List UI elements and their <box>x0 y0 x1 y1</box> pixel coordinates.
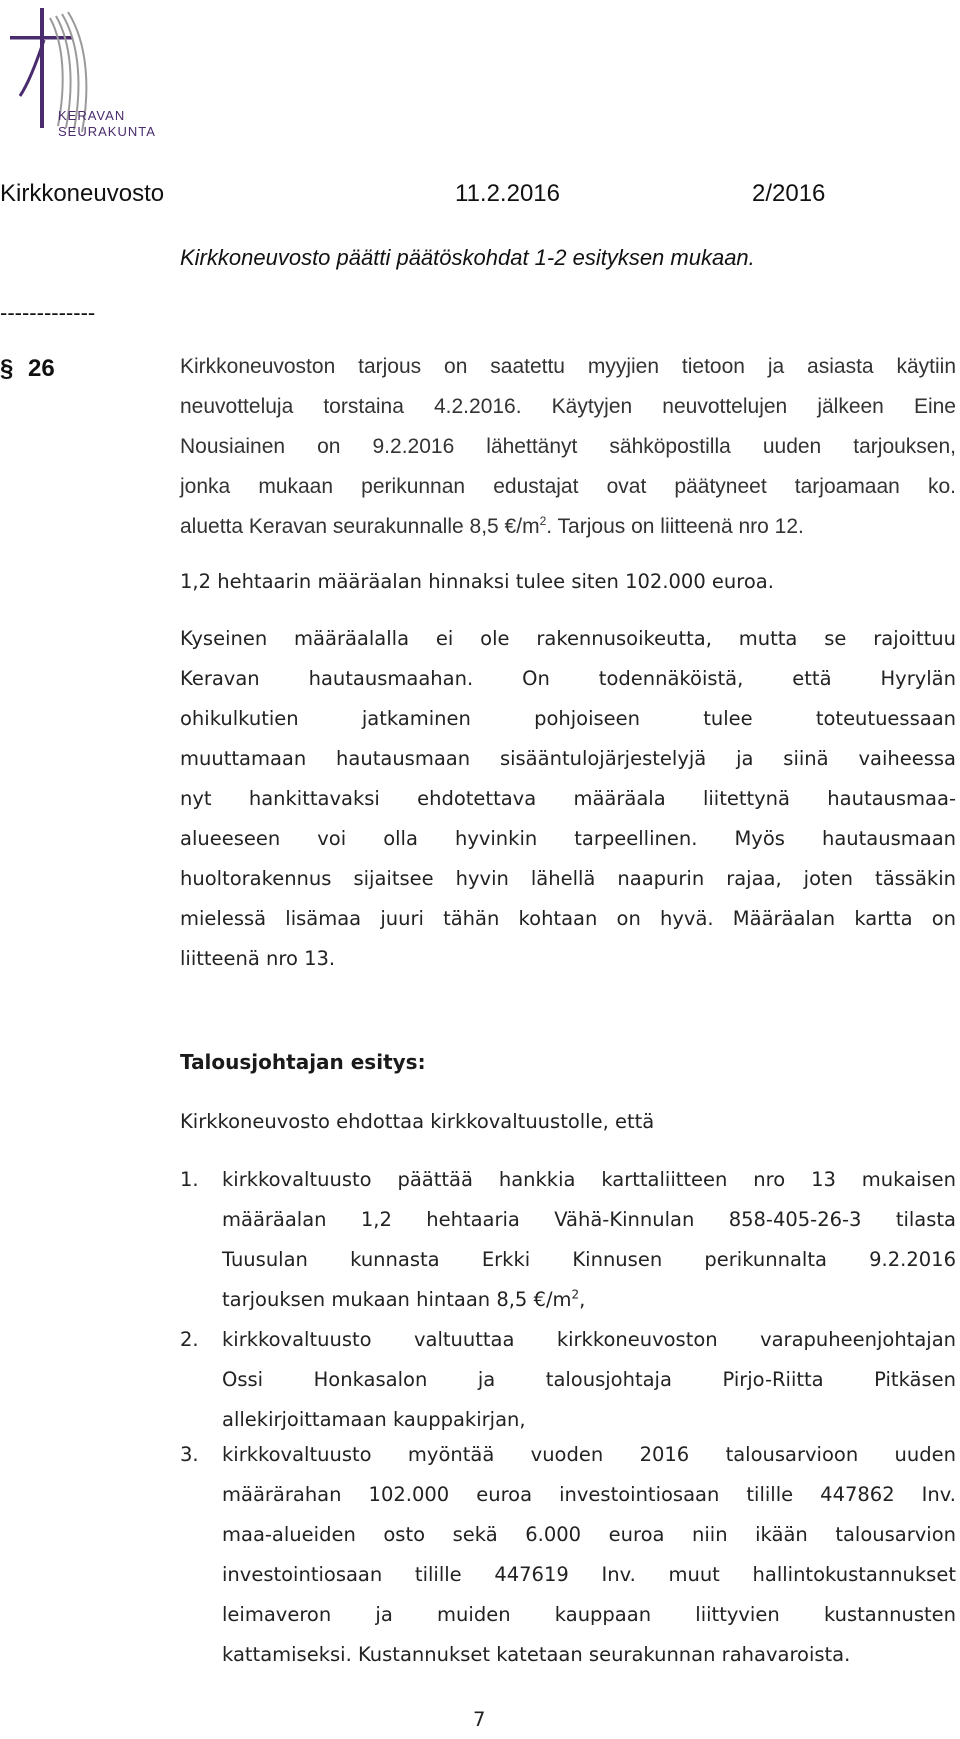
header-issue: 2/2016 <box>752 180 826 207</box>
item-line: Ossi Honkasalon ja talousjohtaja Pirjo-Riitta Pitkäsen <box>222 1368 956 1391</box>
section-symbol: § <box>0 355 14 382</box>
item-number: 2. <box>180 1328 199 1351</box>
paragraph-line: Kirkkoneuvoston tarjous on saatettu myyjien tietoon ja asiasta käytiin <box>180 355 956 378</box>
proposal-intro: Kirkkoneuvosto ehdottaa kirkkovaltuustolle, että <box>180 1110 655 1133</box>
paragraph-line <box>180 515 956 539</box>
paragraph-line: liitteenä nro 13. <box>180 947 336 970</box>
header-body-name: Kirkkoneuvosto <box>0 180 165 207</box>
section-number-value: 26 <box>28 355 55 382</box>
paragraph-line: jonka mukaan perikunnan edustajat ovat päätyneet tarjoamaan ko. <box>180 475 956 498</box>
superscript: 2 <box>539 514 547 528</box>
parish-logo <box>6 4 156 156</box>
paragraph-line: mielessä lisämaa juuri tähän kohtaan on hyvä. Määräalan kartta on <box>180 907 956 930</box>
item-line: investointiosaan tilille 447619 Inv. muut hallintokustannukset <box>222 1563 956 1586</box>
paragraph-line: huoltorakennus sijaitsee hyvin lähellä naapurin rajaa, joten tässäkin <box>180 867 956 890</box>
paragraph-line: nyt hankittavaksi ehdotettava määräala liitettynä hautausmaa- <box>180 787 956 810</box>
item-line: kirkkovaltuusto valtuuttaa kirkkoneuvoston varapuheenjohtajan <box>222 1328 956 1351</box>
logo-text-seurakunta: SEURAKUNTA <box>58 124 156 139</box>
proposal-heading: Talousjohtajan esitys: <box>180 1050 426 1074</box>
item-line: kattamiseksi. Kustannukset katetaan seurakunnan rahavaroista. <box>222 1643 851 1666</box>
section-number <box>0 355 55 383</box>
item-line: määrärahan 102.000 euroa investointiosaan tilille 447862 Inv. <box>222 1483 956 1506</box>
item-line: Tuusulan kunnasta Erkki Kinnusen perikunnalta 9.2.2016 <box>222 1248 956 1271</box>
paragraph-line: muuttamaan hautausmaan sisääntulojärjestelyjä ja siinä vaiheessa <box>180 747 956 770</box>
attachment-text: . Tarjous on liitteenä nro 12. <box>546 515 804 538</box>
header-date: 11.2.2016 <box>455 180 560 207</box>
superscript: 2 <box>571 1287 580 1302</box>
paragraph-line: 1,2 hehtaarin määräalan hinnaksi tulee siten 102.000 euroa. <box>180 570 774 593</box>
item-line: allekirjoittamaan kauppakirjan, <box>222 1408 526 1431</box>
paragraph-line: alueeseen voi olla hyvinkin tarpeellinen. Myös hautausmaan <box>180 827 956 850</box>
item-text: , <box>579 1288 586 1311</box>
page-number: 7 <box>473 1708 486 1731</box>
item-line: leimaveron ja muiden kauppaan liittyvien kustannusten <box>222 1603 956 1626</box>
section-divider: ------------- <box>0 300 96 325</box>
item-line: kirkkovaltuusto myöntää vuoden 2016 talousarvioon uuden <box>222 1443 956 1466</box>
item-line <box>222 1288 956 1311</box>
paragraph-line: Nousiainen on 9.2.2016 lähettänyt sähköpostilla uuden tarjouksen, <box>180 435 956 458</box>
paragraph-line: Kyseinen määräalalla ei ole rakennusoikeutta, mutta se rajoittuu <box>180 627 956 650</box>
logo-text-keravan: KERAVAN <box>58 108 126 123</box>
item-line: maa-alueiden osto sekä 6.000 euroa niin ikään talousarvion <box>222 1523 956 1546</box>
item-number: 3. <box>180 1443 199 1466</box>
price-text: aluetta Keravan seurakunnalle 8,5 €/m <box>180 515 540 538</box>
paragraph-line: Keravan hautausmaahan. On todennäköistä, että Hyrylän <box>180 667 956 690</box>
paragraph-line: neuvotteluja torstaina 4.2.2016. Käytyjen neuvottelujen jälkeen Eine <box>180 395 956 418</box>
item-number: 1. <box>180 1168 199 1191</box>
decision-note: Kirkkoneuvosto päätti päätöskohdat 1-2 esityksen mukaan. <box>180 245 755 270</box>
item-text: tarjouksen mukaan hintaan 8,5 €/m <box>222 1288 572 1311</box>
item-line: kirkkovaltuusto päättää hankkia karttaliitteen nro 13 mukaisen <box>222 1168 956 1191</box>
paragraph-line: ohikulkutien jatkaminen pohjoiseen tulee toteutuessaan <box>180 707 956 730</box>
item-line: määräalan 1,2 hehtaaria Vähä-Kinnulan 858-405-26-3 tilasta <box>222 1208 956 1231</box>
